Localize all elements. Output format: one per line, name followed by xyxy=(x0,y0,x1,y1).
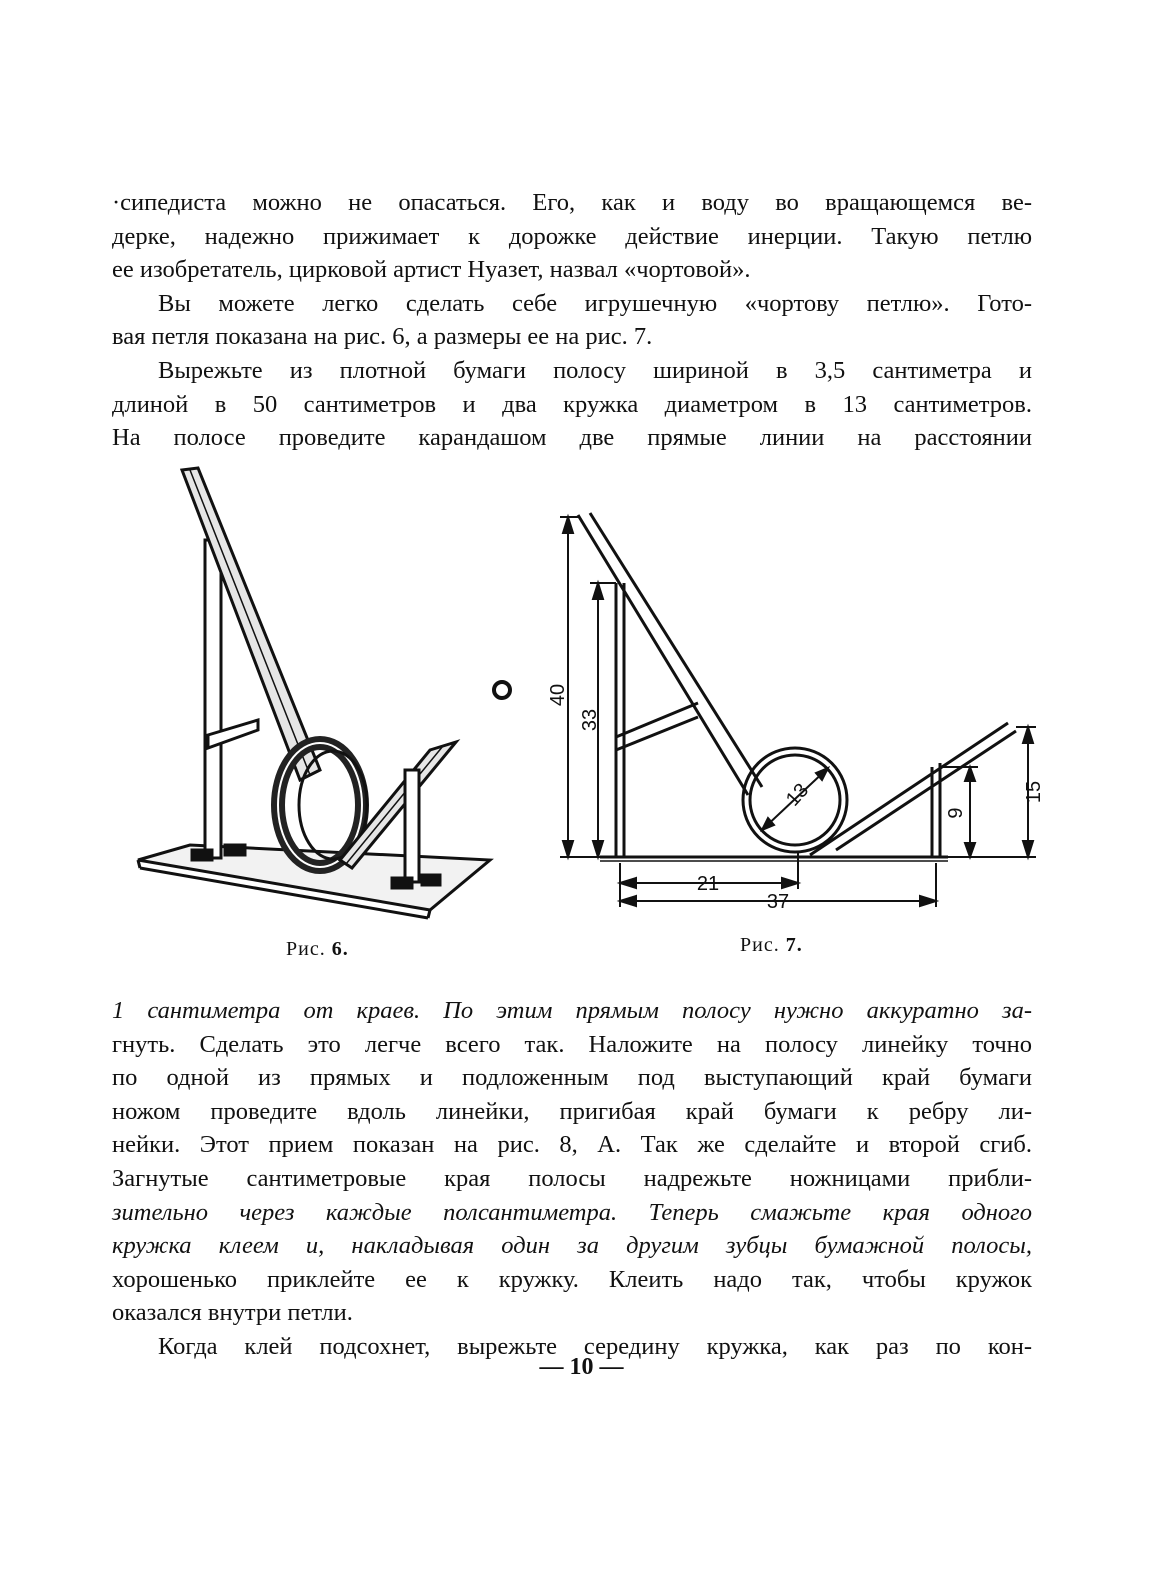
text-line: оказался внутри петли. xyxy=(112,1299,353,1327)
text-line: Вырежьте из плотной бумаги полосу шириной в 3,5 сантиметра и xyxy=(158,356,1032,384)
text-line: ·сипедиста можно не опасаться. Его, как и воду во вращающемся ве- xyxy=(112,189,1032,216)
figure-7-caption xyxy=(740,934,803,957)
dim-label-15: 15 xyxy=(1023,780,1045,804)
dim-label-21: 21 xyxy=(696,873,720,895)
text-line: зительно через каждые полсантиметра. Теперь смажьте края одного xyxy=(112,1198,1032,1226)
text-line: Загнутые сантиметровые края полосы надрежьте ножницами прибли- xyxy=(112,1164,1032,1192)
text-line: длиной в 50 сантиметров и два кружка диаметром в 13 сантиметров. xyxy=(112,390,1032,418)
caption-number: 7. xyxy=(785,934,803,956)
text-line: дерке, надежно прижимает к дорожке действие инерции. Такую петлю xyxy=(112,222,1032,250)
text-line: 1 сантиметра от краев. По этим прямым полосу нужно аккуратно за- xyxy=(112,997,1032,1024)
text-line: Когда клей подсохнет, вырежьте середину кружка, как раз по кон- xyxy=(158,1332,1032,1360)
text-line: ее изобретатель, цирковой артист Нуазет, назвал «чортовой». xyxy=(112,256,751,284)
text-line: ножом проведите вдоль линейки, пригибая край бумаги к ребру ли- xyxy=(112,1097,1032,1125)
text-line: На полосе проведите карандашом две прямые линии на расстоянии xyxy=(112,424,1032,452)
text-line: вая петля показана на рис. 6, а размеры ее на рис. 7. xyxy=(112,323,653,351)
dim-label-40: 40 xyxy=(547,683,569,707)
text-line: по одной из прямых и подложенным под выступающий край бумаги xyxy=(112,1064,1032,1092)
dim-label-9: 9 xyxy=(945,807,967,819)
text-line: гнуть. Сделать это легче всего так. Наложите на полосу линейку точно xyxy=(112,1030,1032,1058)
text-line: кружка клеем и, накладывая один за другим зубцы бумажной полосы, xyxy=(112,1232,1032,1260)
caption-prefix: Рис. xyxy=(286,938,326,960)
dim-label-33: 33 xyxy=(579,708,601,732)
bottom-paragraphs xyxy=(112,994,1032,1364)
figure-7-schematic xyxy=(540,505,1060,915)
dim-label-37: 37 xyxy=(766,891,790,913)
dim-label-13: 13 xyxy=(781,779,814,811)
caption-prefix: Рис. xyxy=(740,934,780,956)
top-paragraphs xyxy=(112,186,1032,455)
figure-6-illustration xyxy=(130,460,510,920)
figure-6-caption xyxy=(286,938,349,961)
caption-number: 6. xyxy=(331,938,349,960)
circle-mark xyxy=(490,678,514,702)
text-line: хорошенько приклейте ее к кружку. Клеить надо так, чтобы кружок xyxy=(112,1265,1032,1293)
text-line: нейки. Этот прием показан на рис. 8, А. Так же сделайте и второй сгиб. xyxy=(112,1131,1032,1159)
page-number: — 10 — xyxy=(539,1354,624,1380)
text-line: Вы можете легко сделать себе игрушечную «чортову петлю». Гото- xyxy=(158,289,1032,317)
